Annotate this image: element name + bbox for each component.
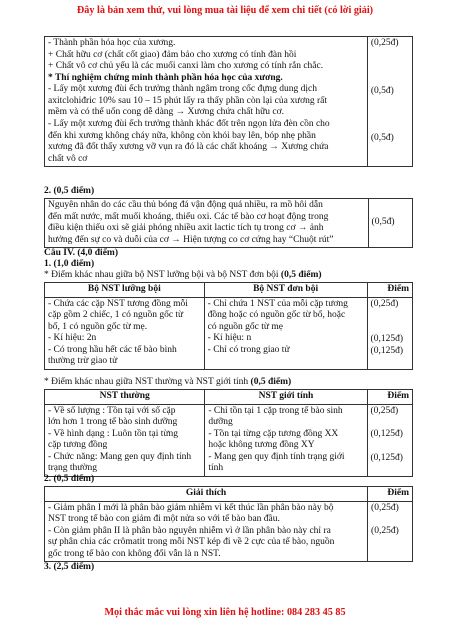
text-line: đến khi xương không cháy nữa, không còn khói bay lên, bóp nhẹ phần — [48, 130, 316, 141]
column-header: Bộ NST lưỡng bội — [45, 283, 205, 298]
text-line: bố, 1 có nguồn gốc từ mẹ. — [48, 321, 148, 332]
text-line: - Chứa các cặp NST tương đồng mỗi — [48, 298, 188, 309]
score-cell — [367, 404, 412, 476]
text-line: Nguyên nhân do các cầu thủ bóng đá vận động quá nhiều, ra mồ hôi dẫn — [48, 200, 323, 210]
intro-text: * Điểm khác nhau giữa NST thường và NST giới tính — [44, 377, 249, 387]
text-line: + Chất hữu cơ (chất cốt giao) đảm bảo cho xương có tính đàn hồi — [48, 49, 297, 60]
text-line: có nguồn gốc từ mẹ — [207, 321, 283, 332]
score-value: (0,5đ) — [370, 85, 394, 96]
text-line: - Giảm phân I mới là phân bào giảm nhiễm vì kết thúc lần phân bào này bộ — [48, 502, 334, 513]
text-line: - Mang gen quy định tính trạng giới — [208, 451, 345, 462]
text-line: sự phân chia các crômatit trong mỗi NST kép đi về 2 cực của tế bào, nguồn — [48, 537, 335, 548]
answer-cell — [204, 297, 367, 369]
text-line: - Chỉ tồn tại 1 cặp trong tế bào sinh — [208, 405, 343, 416]
text-line: - Chỉ chứa 1 NST của mỗi cặp tương — [207, 298, 348, 309]
question-2-label: 2. (0,5 điểm) — [44, 186, 95, 196]
preview-banner: Đây là bản xem thử, vui lòng mua tài liệu để xem chi tiết (có lời giải) — [76, 5, 374, 16]
hotline-footer: Mọi thắc mắc vui lòng xin liên hệ hotline: 084 283 45 85 — [104, 607, 346, 618]
score-value: (0,25đ) — [370, 298, 399, 309]
text-line: - Thành phần hóa học của xương. — [48, 38, 176, 48]
answer-table-1 — [44, 36, 413, 167]
text-line: cặp tương đồng — [48, 440, 108, 451]
answer-cell — [45, 199, 369, 248]
column-header: NST thường — [45, 390, 205, 405]
text-line: * Thí nghiệm chứng minh thành phần hóa học của xương. — [48, 72, 283, 83]
answer-cell — [45, 501, 368, 562]
score-value: (0,125đ) — [370, 334, 403, 345]
score-value: (0,25đ) — [370, 405, 399, 416]
column-header: Giải thích — [45, 487, 368, 502]
comparison-table-chromosome — [44, 389, 413, 477]
text-line: - Về hình dạng : Luôn tồn tại từng — [48, 428, 179, 439]
score-value: (0,125đ) — [370, 452, 403, 463]
text-line: chất vô cơ — [48, 153, 88, 164]
question-1-intro — [44, 270, 322, 282]
text-line: trạng thường — [48, 463, 97, 474]
score-cell — [367, 37, 412, 167]
text-line: NST trong tế bào con giảm đi một nửa so với tế bào ban đầu. — [48, 514, 280, 525]
text-line: - Về số lượng : Tồn tại với số cặp — [48, 405, 176, 416]
answer-table-2 — [44, 198, 413, 248]
text-line: hưởng đến sự co và duỗi của cơ → Hiện tượng co cơ cứng hay “Chuột rút” — [48, 234, 334, 245]
text-line: - Có trong hầu hết các tế bào bình — [48, 344, 177, 355]
text-line: - Chỉ có trong giao tử — [207, 344, 290, 355]
intro-score: (0,5 điểm) — [280, 270, 322, 280]
text-line: đồng hoặc có nguồn gốc từ bố, hoặc — [207, 310, 346, 321]
score-cell — [367, 297, 412, 369]
answer-cell — [45, 37, 368, 167]
question-1-label: 1. (1,0 điểm) — [44, 259, 95, 269]
question-2b-label: 2. (0,5 điểm) — [44, 474, 95, 484]
answer-cell — [45, 297, 205, 369]
score-value: (0,25đ) — [370, 38, 399, 48]
column-header: NST giới tính — [205, 390, 367, 405]
text-line: mềm và có thể uốn cong dễ dàng → Xương chứa chất hữu cơ. — [48, 107, 285, 118]
question-3-label: 3. (2,5 điểm) — [44, 562, 95, 572]
text-line: + Chất vô cơ chủ yếu là các muối canxi làm cho xương có tính rắn chắc. — [48, 61, 324, 72]
text-line: axitclohiđric 10% sau 10 – 15 phút lấy ra thấy phần còn lại của xương rất — [48, 95, 327, 106]
text-line: - Kí hiệu: n — [207, 333, 252, 344]
column-header: Điểm — [367, 283, 412, 298]
text-line: lớn hơn 1 trong tế bào sinh dưỡng — [48, 417, 178, 428]
score-value: (0,25đ) — [371, 526, 399, 537]
score-value: (0,125đ) — [370, 429, 403, 440]
text-line: - Còn giảm phân II là phân bào nguyên nhiễm vì ở lần phân bào này chỉ ra — [48, 525, 331, 536]
intro-text: * Điểm khác nhau giữa bộ NST lưỡng bội và bộ NST đơn bội — [44, 270, 279, 280]
score-value: (0,5đ) — [370, 133, 394, 144]
answer-cell — [205, 404, 367, 476]
text-line: dưỡng — [208, 417, 233, 428]
text-line: hoặc không tương đồng XY — [208, 440, 315, 451]
answer-cell — [45, 404, 205, 476]
question-1b-intro — [44, 377, 291, 389]
text-line: - Lấy một xương đùi ếch trưởng thành khác đốt trên ngọn lửa đèn cồn cho — [48, 119, 330, 130]
score-value: (0,25đ) — [371, 502, 399, 513]
text-line: đến mất nước, mất muối khoáng, thiếu oxi. Các tế bào cơ hoạt động trong — [48, 211, 329, 222]
text-line: xương đã đốt thấy xương vỡ vụn ra đó là các chất khoáng → Xương chứa — [48, 142, 329, 153]
intro-score: (0,5 điểm) — [250, 377, 292, 387]
text-line: thường trừ giao tử — [48, 356, 118, 367]
score-cell — [368, 199, 412, 248]
text-line: - Lấy một xương đùi ếch trưởng thành ngâm trong cốc đựng dung dịch — [48, 84, 318, 95]
section-title: Câu IV. (4,0 điểm) — [44, 248, 118, 258]
text-line: - Tồn tại từng cặp tương đồng XX — [208, 428, 339, 439]
text-line: - Kí hiệu: 2n — [48, 333, 97, 344]
score-value: (0,125đ) — [370, 345, 403, 356]
explanation-table — [44, 486, 413, 562]
text-line: gốc trong tế bào con không đổi vẫn là n NST. — [48, 548, 221, 559]
text-line: - Chức năng: Mang gen quy định tính — [48, 451, 192, 462]
score-cell — [368, 501, 413, 562]
text-line: tính — [208, 463, 224, 474]
column-header: Bộ NST đơn bội — [204, 283, 367, 298]
column-header: Điểm — [368, 487, 413, 502]
score-value: (0,5đ) — [371, 217, 395, 228]
text-line: cặp gồm 2 chiếc, 1 có nguồn gốc từ — [48, 310, 184, 321]
column-header: Điểm — [367, 390, 412, 405]
text-line: điều kiện thiếu oxi sẽ giải phóng nhiều axit lactic tích tụ trong cơ → ảnh — [48, 223, 324, 234]
comparison-table-ploidy — [44, 282, 413, 370]
